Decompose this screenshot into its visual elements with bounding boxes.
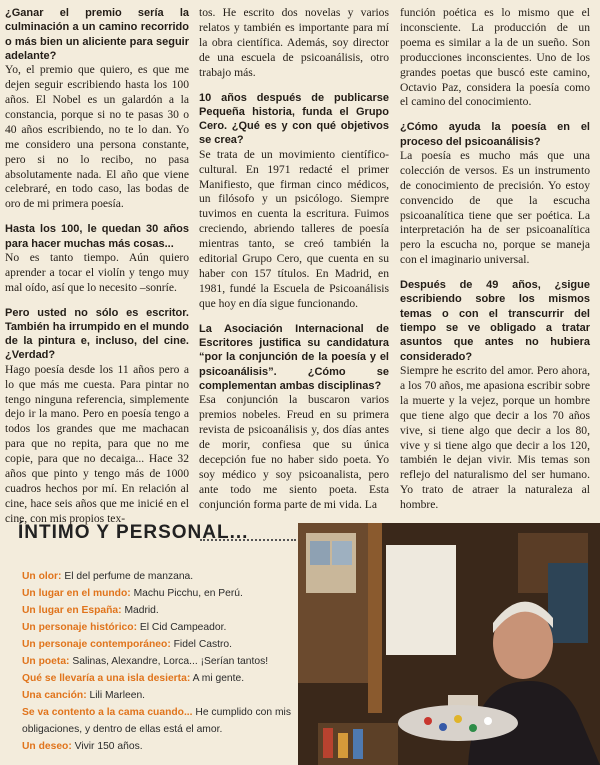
author-photo	[298, 523, 600, 765]
item-value: El Cid Campeador.	[139, 622, 227, 633]
personal-item	[22, 568, 294, 585]
interview-answer: Hago poesía desde los 11 años pero a lo que más me cuesta. Para pintar no tengo ninguna referencia, simplemente dejo ir la mano. Pero en poesía tengo a todos los grandes que me machacan para que no repita, para que no me copie, para que no decaiga... Hace 32 años que pinto y tengo más de 1000 cuadros hechos por mí. En relación al cine, hace seis años que me inicié en el cine, con mis propios tex-	[5, 362, 189, 525]
interview-answer: Yo, el premio que quiero, es que me dejen seguir escribiendo hasta los 100 años. El Nobel es un galardón a la constancia, porque si no te pasas 30 o 40 años escribiendo, no te lo dan. Yo me considero una persona constante, pero si no lo recibo, no pasa absolutamente nada. El año que viene celebraré, en todo caso, las bodas de oro de mi primera poesía.	[5, 63, 189, 211]
personal-item	[22, 585, 294, 602]
article-paragraph	[199, 6, 389, 81]
box-items	[22, 568, 294, 755]
item-value: Machu Picchu, en Perú.	[133, 588, 243, 599]
item-key: Qué se llevaría a una isla desierta:	[22, 673, 191, 684]
column-1	[5, 6, 189, 537]
personal-item	[22, 738, 294, 755]
interview-question: La Asociación Internacional de Escritores justifica su candidatura “por la conjunción de la poesía y el psicoanálisis”. ¿Cómo se complementan ambas disciplinas?	[199, 322, 389, 392]
item-key: Un lugar en España:	[22, 605, 122, 616]
item-key: Una canción:	[22, 690, 87, 701]
item-value: Salinas, Alexandre, Lorca... ¡Serían tantos!	[72, 656, 269, 667]
article-paragraph	[5, 306, 189, 527]
personal-item	[22, 687, 294, 704]
item-key: Un personaje histórico:	[22, 622, 138, 633]
personal-item	[22, 619, 294, 636]
item-key: Un personaje contemporáneo:	[22, 639, 171, 650]
column-2	[199, 6, 389, 522]
personal-item	[22, 653, 294, 670]
item-key: Un deseo:	[22, 741, 72, 752]
interview-answer: tos. He escrito dos novelas y varios relatos y también es importante para mí la obra científica. Además, soy director de una escuela de psicoanálisis, otro trabajo más.	[199, 6, 389, 79]
article-paragraph	[400, 278, 590, 513]
interview-answer: No es tanto tiempo. Aún quiero aprender a tocar el violín y tengo muy mal oído, así que lo necesito –sonríe.	[5, 250, 189, 294]
item-value: Lili Marleen.	[89, 690, 146, 701]
interview-answer: Esa conjunción la buscaron varios premios nobeles. Freud en su primera revista de psicoanálisis y, dos días antes de morir, confiesa que su única decepción fue no haber sido poeta. Yo soy médico y soy psicoanalista, pero ante todo me siento poeta. Esta conjunción forma parte de mi vida. La	[199, 393, 389, 511]
article-paragraph	[400, 6, 590, 110]
personal-item	[22, 636, 294, 653]
interview-answer: Siempre he escrito del amor. Pero ahora, a los 70 años, me apasiona escribir sobre la muerte y la vejez, porque un hombre que tiene algo que decir a los 70 años vive, si tiene algo que decir a los 80, vive y si tiene algo que decir a los 120, también le dejan vivir. Mis temas son reflejo del naturalismo del ser humano. Yo trato de atraer la naturaleza al hombre.	[400, 363, 590, 512]
item-value: Madrid.	[124, 605, 159, 616]
interview-question: ¿Ganar el premio sería la culminación a un camino recorrido o más bien un aliciente para seguir adelante?	[5, 7, 189, 62]
article-paragraph	[5, 222, 189, 295]
article-paragraph	[5, 6, 189, 212]
personal-item	[22, 602, 294, 619]
interview-question: Pero usted no sólo es escritor. También ha irrumpido en el mundo de la pintura e, incluso, del cine. ¿Verdad?	[5, 306, 189, 362]
interview-answer: Se trata de un movimiento científico-cultural. En 1971 redacté el primer Manifiesto, que firman cinco médicos, un filósofo y un psicólogo. Siempre tuvimos en cuenta la escritura. Fuimos creciendo, abriendo talleres de poesía mientras tanto, se creó también la editorial Grupo Cero, que cuenta en su haber con 157 títulos. En Madrid, en 1981, fundé la Escuela de Psicoanálisis que hoy en día sigue funcionando.	[199, 147, 389, 310]
item-key: Se va contento a la cama cuando...	[22, 707, 193, 718]
interview-answer: función poética es lo mismo que el inconsciente. La producción de un poema es similar a la de un sueño. Son producciones inconscientes. Uno de los grandes poetas que buscó este camino, Octavio Paz, considera la poesía como el camino del conocimiento.	[400, 6, 590, 109]
interview-question: Después de 49 años, ¿sigue escribiendo sobre los mismos temas o con el transcurrir del tiempo se ve obligado a tratar asuntos que antes no hubiera considerado?	[400, 279, 590, 363]
dotted-rule	[200, 539, 296, 541]
interview-question: 10 años después de publicarse Pequeña historia, funda el Grupo Cero. ¿Qué es y con qué objetivos se crea?	[199, 91, 389, 147]
article-paragraph	[199, 322, 389, 513]
painter-studio-image	[298, 523, 600, 765]
interview-question: Hasta los 100, le quedan 30 años para hacer muchas más cosas...	[5, 223, 189, 250]
item-value: Fidel Castro.	[173, 639, 233, 650]
item-value: He cumplido con mis obligaciones, y dentro de ellas está el amor.	[22, 707, 291, 735]
item-key: Un lugar en el mundo:	[22, 588, 131, 599]
article-paragraph	[400, 120, 590, 268]
personal-item	[22, 704, 294, 738]
item-value: Vivir 150 años.	[74, 741, 143, 752]
item-value: El del perfume de manzana.	[64, 571, 194, 582]
box-title: ÍNTIMO Y PERSONAL...	[18, 522, 249, 543]
item-key: Un poeta:	[22, 656, 70, 667]
intimo-personal-box	[0, 522, 296, 765]
item-key: Un olor:	[22, 571, 62, 582]
interview-question: ¿Cómo ayuda la poesía en el proceso del psicoanálisis?	[400, 121, 590, 148]
column-3	[400, 6, 590, 523]
article-paragraph	[199, 91, 389, 312]
personal-item	[22, 670, 294, 687]
item-value: A mi gente.	[192, 673, 245, 684]
interview-answer: La poesía es mucho más que una colección de versos. Es un instrumento de conocimiento de precisión. Yo estoy convencido de que la escucha psicoanalítica tiene que ser poética. La interpretación ha de ser psicoanalítica pero la escucha no, porque se maneja con el imaginario universal.	[400, 148, 590, 267]
